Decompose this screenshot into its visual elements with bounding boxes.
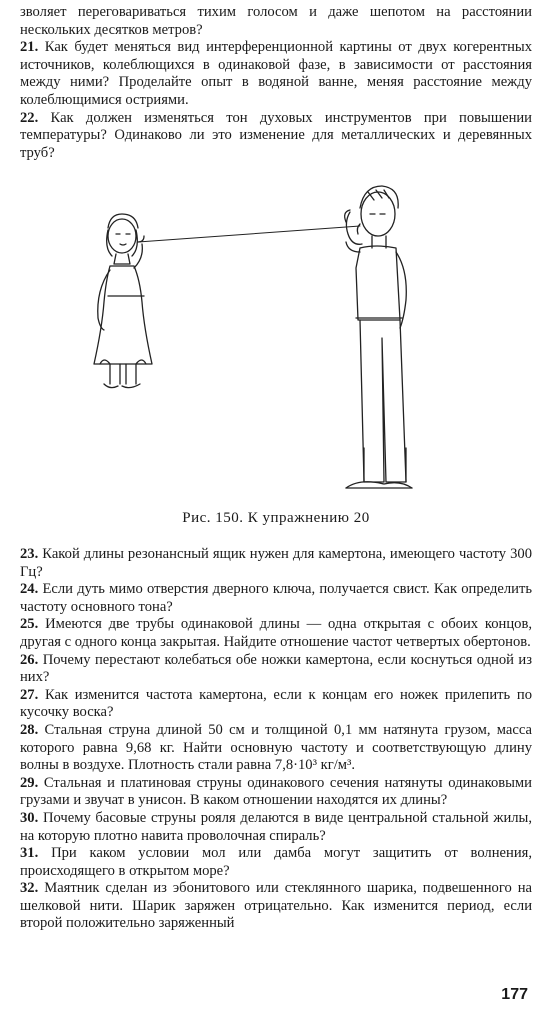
top-text-block — [20, 4, 532, 162]
exercise-text: Имеются две трубы одинаковой длины — одна открытая с обоих концов, другая с одного конца закрытая. Найдите отношение частот четвертых обертонов. — [20, 616, 533, 650]
exercise-text: Почему басовые струны рояля делаются в виде центральной стальной жилы, на которую плотно навита проволочная спираль? — [20, 809, 532, 844]
exercise-number: 29. — [20, 774, 39, 791]
exercise-number: 26. — [20, 651, 39, 668]
exercise-32 — [20, 880, 532, 933]
bottom-text-block — [20, 546, 532, 933]
exercise-text: Как будет меняться вид интерференционной картины от двух когерентных источников, колеблющихся в одинаковой фазе, в зависимости от расстояния между ними? Проделайте опыт в водяной ванне, меняя расстояние между колеблющимися остриями. — [20, 39, 533, 108]
exercise-23 — [20, 546, 532, 581]
exercise-30 — [20, 810, 532, 845]
exercise-number: 22. — [20, 109, 39, 126]
intro-paragraph: зволяет переговариваться тихим голосом и даже шепотом на расстоянии нескольких десятков метров? — [20, 4, 532, 38]
exercise-25 — [20, 616, 532, 651]
exercise-number: 32. — [20, 880, 39, 897]
exercise-number: 28. — [20, 721, 39, 738]
exercise-text: Если дуть мимо отверстия дверного ключа, получается свист. Как определить частоту основного тона? — [20, 581, 532, 615]
exercise-number: 23. — [20, 546, 39, 562]
exercise-22 — [20, 110, 532, 163]
figure-caption: Рис. 150. К упражнению 20 — [182, 510, 370, 526]
page-number: 177 — [501, 986, 528, 1003]
exercise-21 — [20, 39, 532, 109]
exercise-number: 30. — [20, 809, 39, 826]
exercise-text: При каком условии мол или дамба могут защитить от волнения, происходящего в открытом море? — [20, 845, 532, 879]
exercise-text: Маятник сделан из эбонитового или стеклянного шарика, подвешенного на шелковой нити. Шарик заряжен отрицательно. Как изменится период, если второй положительно заряженный — [20, 880, 532, 932]
exercise-text: Почему перестают колебаться обе ножки камертона, если коснуться одной из них? — [20, 651, 532, 686]
exercise-number: 31. — [20, 845, 39, 862]
exercise-text: Стальная и платиновая струны одинакового сечения натянуты одинаковыми грузами и звучат в унисон. В каком отношении находятся их длины? — [20, 774, 532, 809]
exercise-number: 21. — [20, 39, 39, 56]
string-line — [138, 226, 360, 242]
exercise-number: 27. — [20, 686, 39, 703]
exercise-29 — [20, 775, 532, 810]
exercise-text: Как должен изменяться тон духовых инструментов при повышении температуры? Одинаково ли это изменение для металлических и деревянных труб? — [20, 109, 532, 161]
exercise-text: Какой длины резонансный ящик нужен для камертона, имеющего частоту 300 Гц? — [20, 546, 532, 580]
exercise-31 — [20, 845, 532, 880]
figure-illustration — [60, 178, 500, 508]
exercise-27 — [20, 687, 532, 722]
girl-figure — [94, 214, 152, 388]
exercise-28 — [20, 722, 532, 775]
exercise-24 — [20, 581, 532, 616]
boy-figure — [345, 186, 412, 488]
exercise-text: Стальная струна длиной 50 см и толщиной 0,1 мм натянута грузом, масса которого равна 9,68 кг. Найти основную частоту и соответствующую длину волны в воздухе. Плотность стали равна 7,8·10³ кг/м³. — [20, 721, 532, 774]
exercise-number: 24. — [20, 581, 39, 598]
exercise-text: Как изменится частота камертона, если к концам его ножек прилепить по кусочку воска? — [20, 686, 532, 721]
exercise-26 — [20, 652, 532, 687]
exercise-number: 25. — [20, 616, 39, 633]
